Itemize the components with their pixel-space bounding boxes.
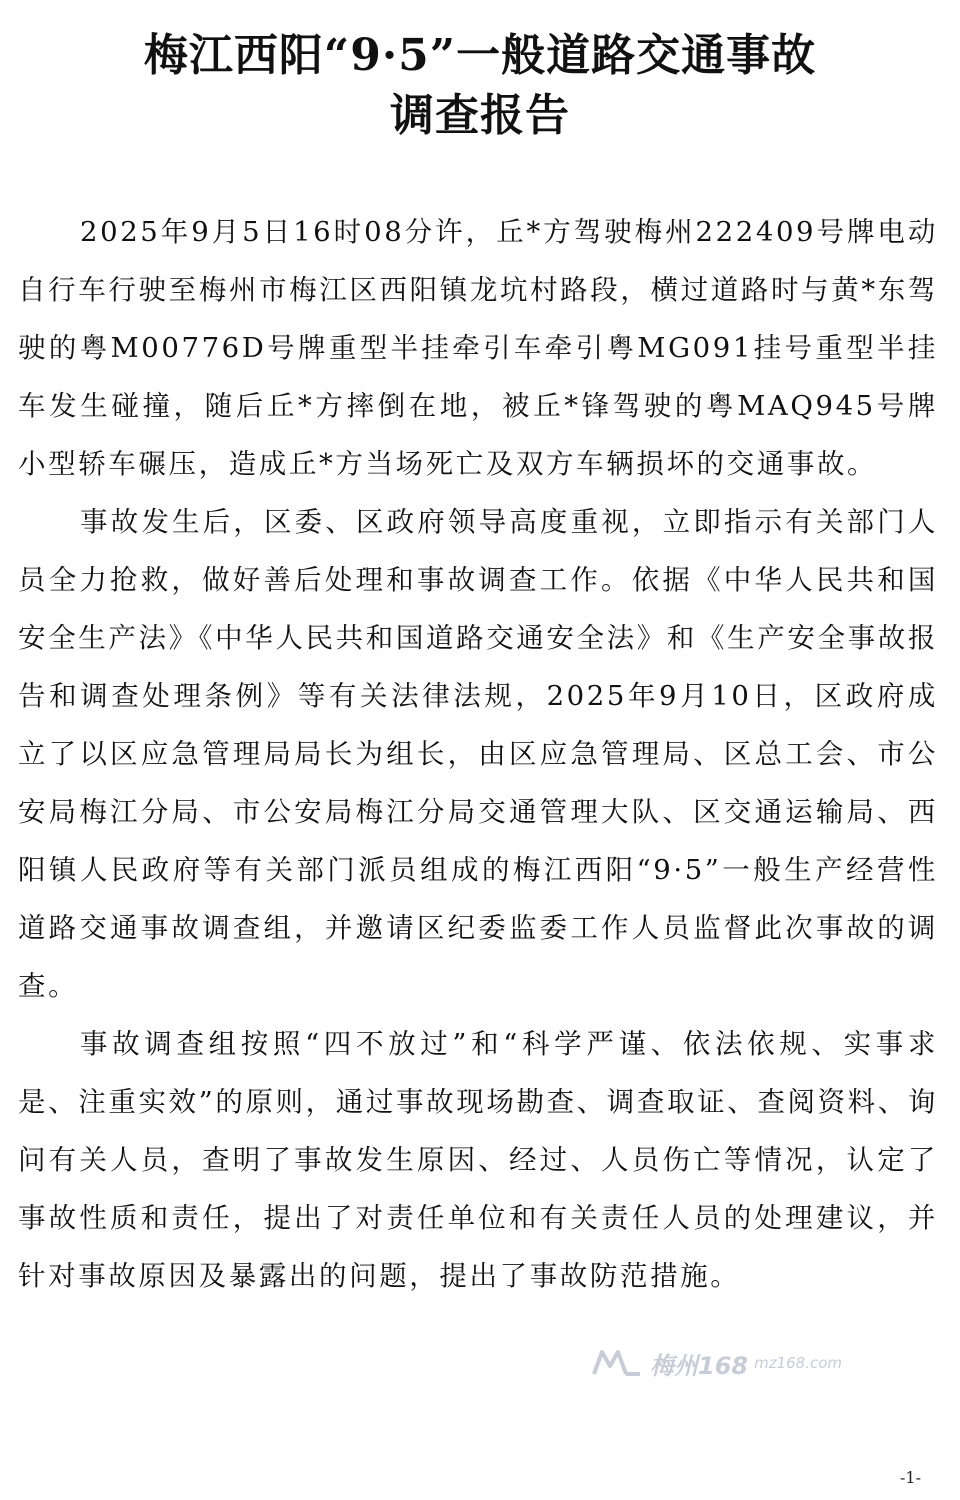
watermark-logo-icon <box>590 1348 644 1378</box>
paragraph-investigation-principles: 事故调查组按照“四不放过”和“科学严谨、依法依规、实事求是、注重实效”的原则，通过事故现场勘查、调查取证、查阅资料、询问有关人员，查明了事故发生原因、经过、人员伤亡等情况，认定了事故性质和责任，提出了对责任单位和有关责任人员的处理建议，并针对事故原因及暴露出的问题，提出了事故防范措施。 <box>18 1028 938 1292</box>
watermark-url: mz168.com <box>754 1354 843 1372</box>
title-line-2: 调查报告 <box>390 90 570 141</box>
paragraph-investigation-setup: 事故发生后，区委、区政府领导高度重视，立即指示有关部门人员全力抢救，做好善后处理和事故调查工作。依据《中华人民共和国安全生产法》《中华人民共和国道路交通安全法》和《生产安全事故报告和调查处理条例》等有关法律法规，2025年9月10日，区政府成立了以区应急管理局局长为组长，由区应急管理局、区总工会、市公安局梅江分局、市公安局梅江分局交通管理大队、区交通运输局、西阳镇人民政府等有关部门派员组成的梅江西阳“9·5”一般生产经营性道路交通事故调查组，并邀请区纪委监委工作人员监督此次事故的调查。 <box>18 506 938 1002</box>
page-number: -1- <box>900 1468 921 1487</box>
site-watermark <box>590 1348 842 1378</box>
watermark-site-name: 梅州168 <box>650 1351 749 1380</box>
document-body <box>18 203 938 1305</box>
paragraph-accident-summary: 2025年9月5日16时08分许，丘*方驾驶梅州222409号牌电动自行车行驶至梅州市梅江区西阳镇龙坑村路段，横过道路时与黄*东驾驶的粤M00776D号牌重型半挂牵引车牵引粤MG091挂号重型半挂车发生碰撞，随后丘*方摔倒在地，被丘*锋驾驶的粤MAQ945号牌小型轿车碾压，造成丘*方当场死亡及双方车辆损坏的交通事故。 <box>18 216 938 480</box>
document-title <box>0 26 960 146</box>
title-line-1: 梅江西阳“9·5”一般道路交通事故 <box>143 30 817 81</box>
